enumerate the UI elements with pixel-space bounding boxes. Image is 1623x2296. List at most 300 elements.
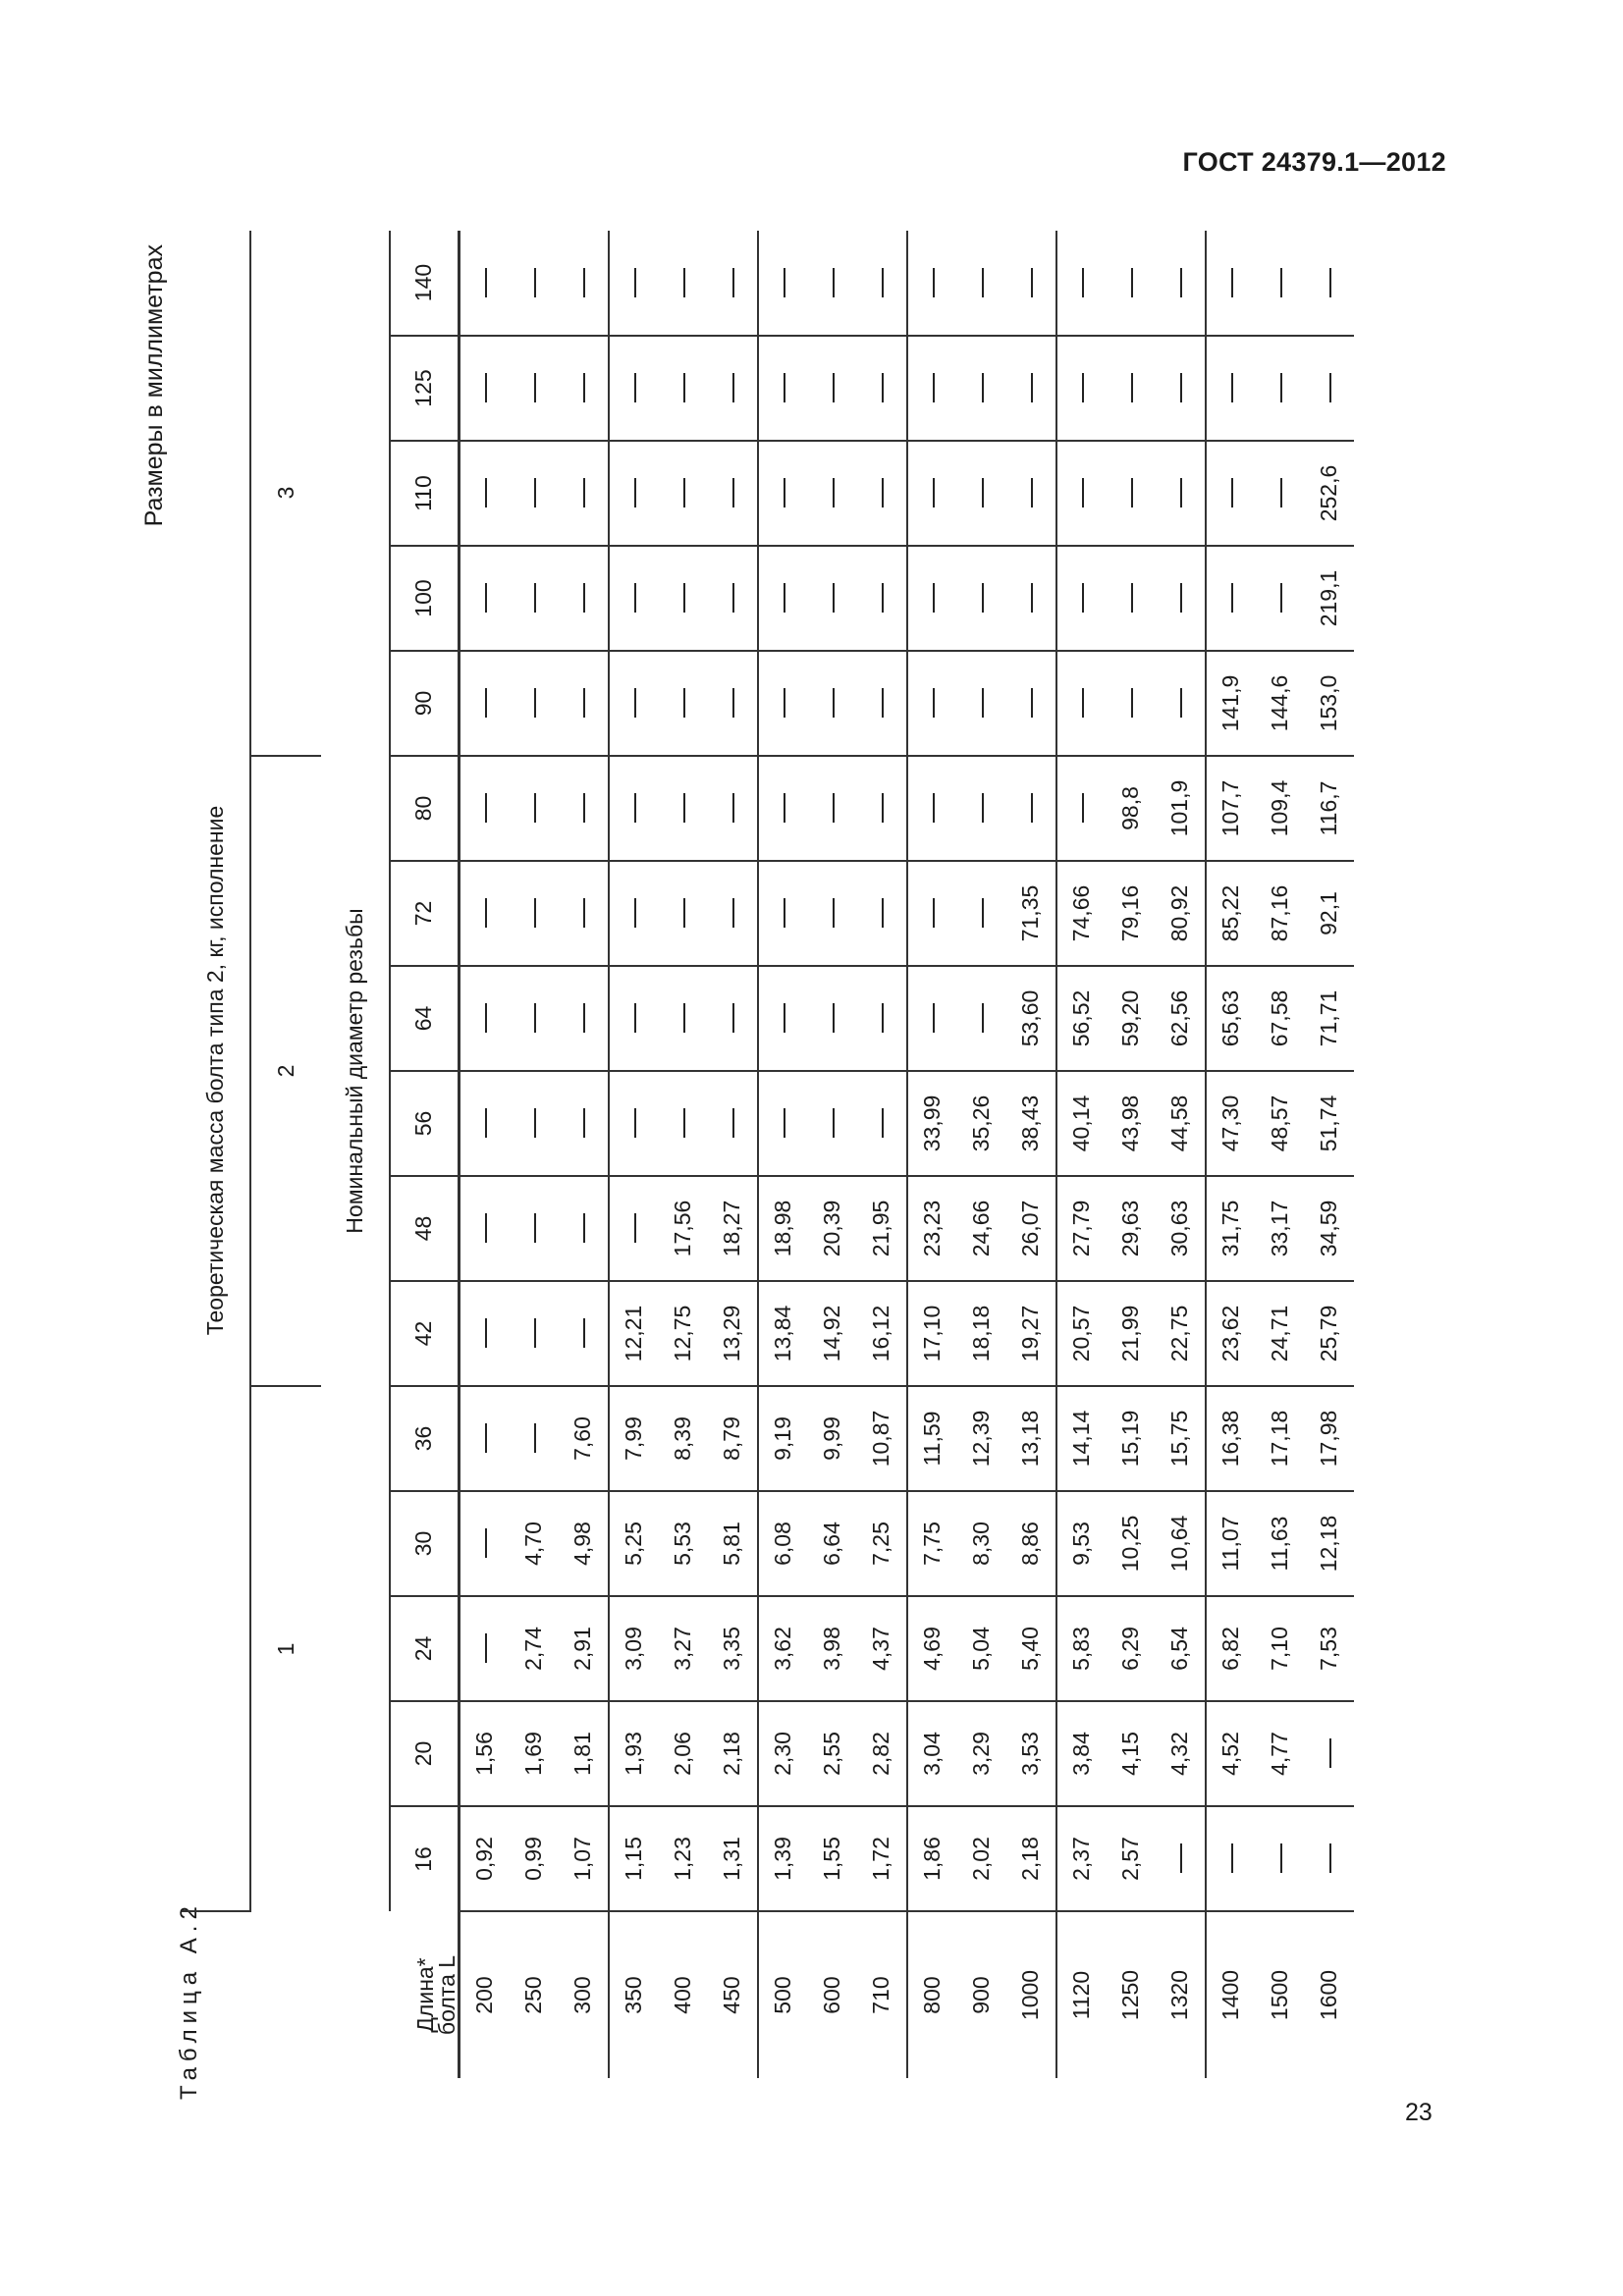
length-cell: 1600 — [1316, 1969, 1341, 2021]
bolt-mass-table — [182, 231, 1354, 2078]
table-row — [957, 231, 1006, 2078]
dash-mark — [1180, 584, 1182, 614]
dash-mark — [485, 899, 487, 929]
mass-cell — [459, 756, 510, 861]
mass-cell: 2,02 — [957, 1806, 1006, 1911]
mass-cell: 4,77 — [1256, 1701, 1305, 1806]
diameter-header: 125 — [390, 336, 459, 441]
mass-cell — [857, 231, 907, 336]
mass-cell: 12,75 — [659, 1281, 708, 1386]
mass-cell: 98,8 — [1107, 756, 1156, 861]
mass-cell: 4,69 — [907, 1596, 957, 1701]
mass-cell — [857, 756, 907, 861]
mass-cell — [510, 231, 559, 336]
mass-cell: 21,95 — [857, 1176, 907, 1281]
dash-mark — [583, 374, 585, 403]
mass-cell — [559, 336, 609, 441]
units-note: Размеры в миллиметрах — [140, 244, 168, 527]
mass-cell — [459, 1491, 510, 1596]
mass-cell: 3,27 — [659, 1596, 708, 1701]
mass-cell — [459, 546, 510, 651]
dash-mark — [1329, 1844, 1331, 1874]
mass-header: Теоретическая масса болта типа 2, кг, исполнение — [182, 231, 250, 1911]
mass-cell — [609, 546, 659, 651]
mass-cell — [907, 756, 957, 861]
dash-mark — [1280, 1844, 1282, 1874]
mass-cell: 31,75 — [1206, 1176, 1256, 1281]
dash-mark — [485, 794, 487, 824]
dash-mark — [1131, 374, 1133, 403]
mass-cell — [758, 1071, 808, 1176]
dash-mark — [732, 374, 734, 403]
dash-mark — [882, 899, 884, 929]
length-cell: 900 — [968, 1976, 994, 2014]
dash-mark — [534, 479, 536, 508]
mass-cell: 35,26 — [957, 1071, 1006, 1176]
mass-cell — [1206, 231, 1256, 336]
diameter-header: 72 — [390, 861, 459, 966]
dash-mark — [833, 899, 835, 929]
dash-mark — [1031, 794, 1033, 824]
mass-cell: 44,58 — [1156, 1071, 1206, 1176]
mass-cell: 1,56 — [459, 1701, 510, 1806]
dash-mark — [583, 689, 585, 719]
table-row — [1006, 231, 1056, 2078]
mass-cell: 4,15 — [1107, 1701, 1156, 1806]
mass-cell: 71,35 — [1006, 861, 1056, 966]
mass-cell — [609, 1071, 659, 1176]
mass-cell — [907, 546, 957, 651]
rotated-table-block — [140, 225, 1623, 2100]
mass-cell — [957, 966, 1006, 1071]
mass-cell: 40,14 — [1056, 1071, 1107, 1176]
mass-cell: 53,60 — [1006, 966, 1056, 1071]
mass-cell — [857, 966, 907, 1071]
dash-mark — [583, 1319, 585, 1349]
mass-cell: 4,37 — [857, 1596, 907, 1701]
mass-cell: 1,39 — [758, 1806, 808, 1911]
mass-cell: 18,18 — [957, 1281, 1006, 1386]
mass-cell: 33,17 — [1256, 1176, 1305, 1281]
mass-cell: 17,56 — [659, 1176, 708, 1281]
mass-cell — [957, 441, 1006, 546]
mass-cell — [907, 651, 957, 756]
dash-mark — [1280, 374, 1282, 403]
dash-mark — [485, 689, 487, 719]
mass-cell: 3,62 — [758, 1596, 808, 1701]
mass-cell: 5,25 — [609, 1491, 659, 1596]
mass-cell: 12,18 — [1305, 1491, 1354, 1596]
mass-cell — [459, 1071, 510, 1176]
dash-mark — [485, 1634, 487, 1664]
dash-mark — [784, 479, 785, 508]
mass-cell — [857, 546, 907, 651]
table-row — [857, 231, 907, 2078]
mass-cell: 2,06 — [659, 1701, 708, 1806]
table-row — [907, 231, 957, 2078]
dash-mark — [833, 794, 835, 824]
mass-cell — [459, 1596, 510, 1701]
mass-cell — [459, 1281, 510, 1386]
mass-cell: 3,29 — [957, 1701, 1006, 1806]
dash-mark — [982, 1004, 984, 1034]
mass-cell — [609, 336, 659, 441]
length-cell: 1120 — [1056, 1911, 1107, 2078]
length-cell: 800 — [907, 1911, 957, 2078]
mass-cell — [957, 231, 1006, 336]
mass-cell — [459, 861, 510, 966]
mass-cell: 14,14 — [1056, 1386, 1107, 1491]
mass-cell — [559, 756, 609, 861]
mass-cell — [659, 231, 708, 336]
mass-cell — [559, 546, 609, 651]
mass-cell — [857, 651, 907, 756]
diameter-header: 64 — [390, 966, 459, 1071]
mass-cell — [510, 441, 559, 546]
mass-cell: 6,82 — [1206, 1596, 1256, 1701]
dash-mark — [1031, 268, 1033, 297]
length-cell: 600 — [819, 1976, 844, 2014]
mass-cell — [758, 546, 808, 651]
diameter-row — [390, 231, 459, 2078]
dash-mark — [683, 479, 685, 508]
mass-cell — [907, 336, 957, 441]
mass-cell — [510, 756, 559, 861]
dash-mark — [634, 1109, 636, 1139]
mass-cell — [659, 651, 708, 756]
length-cell: 400 — [670, 1976, 695, 2014]
mass-cell — [808, 546, 857, 651]
table-caption: Таблица А.2 — [176, 1900, 202, 2100]
dash-mark — [634, 268, 636, 297]
dash-mark — [583, 1214, 585, 1244]
mass-cell — [1107, 546, 1156, 651]
mass-cell — [459, 441, 510, 546]
mass-cell — [1107, 651, 1156, 756]
mass-cell — [1256, 231, 1305, 336]
mass-cell: 2,82 — [857, 1701, 907, 1806]
dash-mark — [1329, 1739, 1331, 1769]
dash-mark — [1231, 584, 1233, 614]
length-cell: 500 — [758, 1911, 808, 2078]
diameter-header: 30 — [390, 1491, 459, 1596]
dash-mark — [933, 689, 935, 719]
dash-mark — [583, 899, 585, 929]
mass-cell: 15,19 — [1107, 1386, 1156, 1491]
dash-mark — [1082, 584, 1084, 614]
mass-cell — [1156, 441, 1206, 546]
dash-mark — [1082, 689, 1084, 719]
table-row — [559, 231, 609, 2078]
mass-cell: 1,86 — [907, 1806, 957, 1911]
length-label-line2: болта L — [433, 1954, 460, 2036]
mass-cell — [1256, 1806, 1305, 1911]
dash-mark — [634, 479, 636, 508]
mass-cell: 16,12 — [857, 1281, 907, 1386]
length-cell: 300 — [569, 1976, 595, 2014]
length-cell: 250 — [520, 1976, 546, 2014]
dash-mark — [583, 794, 585, 824]
dash-mark — [534, 584, 536, 614]
mass-cell — [559, 651, 609, 756]
table-row — [459, 231, 510, 2078]
dash-mark — [485, 479, 487, 508]
dash-mark — [683, 794, 685, 824]
mass-cell: 153,0 — [1305, 651, 1354, 756]
mass-cell — [1006, 546, 1056, 651]
dash-mark — [982, 584, 984, 614]
mass-cell — [510, 336, 559, 441]
mass-cell — [1056, 651, 1107, 756]
mass-cell: 59,20 — [1107, 966, 1156, 1071]
mass-cell: 12,21 — [609, 1281, 659, 1386]
mass-cell — [1206, 441, 1256, 546]
mass-cell — [907, 966, 957, 1071]
mass-cell — [1056, 231, 1107, 336]
dash-mark — [634, 794, 636, 824]
diameter-header: 36 — [390, 1386, 459, 1491]
mass-cell — [559, 1176, 609, 1281]
dash-mark — [534, 1004, 536, 1034]
dash-mark — [634, 584, 636, 614]
mass-cell: 67,58 — [1256, 966, 1305, 1071]
dash-mark — [982, 268, 984, 297]
dash-mark — [1280, 268, 1282, 297]
table-row — [1305, 231, 1354, 2078]
dash-mark — [933, 794, 935, 824]
mass-cell — [1305, 231, 1354, 336]
mass-cell: 2,57 — [1107, 1806, 1156, 1911]
mass-cell: 7,10 — [1256, 1596, 1305, 1701]
mass-cell: 47,30 — [1206, 1071, 1256, 1176]
mass-cell — [957, 861, 1006, 966]
mass-cell: 16,38 — [1206, 1386, 1256, 1491]
dash-mark — [982, 479, 984, 508]
mass-cell: 4,98 — [559, 1491, 609, 1596]
dash-mark — [583, 584, 585, 614]
mass-cell: 25,79 — [1305, 1281, 1354, 1386]
diameter-header: 90 — [390, 651, 459, 756]
mass-cell — [659, 861, 708, 966]
mass-cell — [459, 651, 510, 756]
mass-cell: 13,18 — [1006, 1386, 1056, 1491]
dash-mark — [485, 1319, 487, 1349]
mass-cell — [609, 651, 659, 756]
mass-cell: 1,81 — [559, 1701, 609, 1806]
dash-mark — [634, 689, 636, 719]
dash-mark — [634, 899, 636, 929]
mass-cell: 21,99 — [1107, 1281, 1156, 1386]
dash-mark — [485, 1004, 487, 1034]
mass-cell: 26,07 — [1006, 1176, 1056, 1281]
mass-cell: 1,07 — [559, 1806, 609, 1911]
mass-cell — [609, 1176, 659, 1281]
dash-mark — [833, 268, 835, 297]
mass-cell — [1006, 336, 1056, 441]
mass-cell — [957, 756, 1006, 861]
mass-cell — [510, 861, 559, 966]
dash-mark — [732, 1004, 734, 1034]
dash-mark — [1031, 584, 1033, 614]
dash-mark — [882, 479, 884, 508]
dash-mark — [534, 374, 536, 403]
dash-mark — [732, 689, 734, 719]
dash-mark — [485, 1109, 487, 1139]
mass-cell — [708, 336, 758, 441]
mass-cell: 12,39 — [957, 1386, 1006, 1491]
dash-mark — [583, 1004, 585, 1034]
mass-cell — [1006, 441, 1056, 546]
dash-mark — [732, 899, 734, 929]
mass-cell: 0,99 — [510, 1806, 559, 1911]
mass-cell: 30,63 — [1156, 1176, 1206, 1281]
mass-cell — [708, 861, 758, 966]
diameter-header: 100 — [390, 546, 459, 651]
mass-cell — [510, 651, 559, 756]
table-row — [1056, 231, 1107, 2078]
dash-mark — [833, 479, 835, 508]
mass-cell — [510, 1386, 559, 1491]
mass-cell: 8,79 — [708, 1386, 758, 1491]
mass-cell — [808, 651, 857, 756]
dash-mark — [882, 689, 884, 719]
dash-mark — [933, 479, 935, 508]
length-cell: 710 — [868, 1976, 893, 2014]
dash-mark — [732, 794, 734, 824]
mass-cell — [1156, 1806, 1206, 1911]
dash-mark — [534, 794, 536, 824]
mass-cell: 7,25 — [857, 1491, 907, 1596]
document-header: ГОСТ 24379.1—2012 — [1182, 147, 1446, 177]
mass-cell: 219,1 — [1305, 546, 1354, 651]
mass-cell — [758, 966, 808, 1071]
mass-cell — [758, 756, 808, 861]
length-cell: 1320 — [1166, 1969, 1192, 2021]
length-cell: 450 — [719, 1976, 744, 2014]
dash-mark — [784, 794, 785, 824]
mass-cell — [808, 441, 857, 546]
mass-cell: 92,1 — [1305, 861, 1354, 966]
mass-cell: 33,99 — [907, 1071, 957, 1176]
dash-mark — [982, 899, 984, 929]
dash-mark — [534, 1214, 536, 1244]
dash-mark — [634, 374, 636, 403]
mass-cell: 24,66 — [957, 1176, 1006, 1281]
dash-mark — [784, 268, 785, 297]
mass-cell: 23,23 — [907, 1176, 957, 1281]
mass-cell: 8,86 — [1006, 1491, 1056, 1596]
dash-mark — [882, 584, 884, 614]
table-row — [1156, 231, 1206, 2078]
mass-cell: 7,99 — [609, 1386, 659, 1491]
dash-mark — [833, 584, 835, 614]
dash-mark — [534, 899, 536, 929]
mass-cell — [459, 1386, 510, 1491]
mass-cell: 18,98 — [758, 1176, 808, 1281]
mass-cell: 2,55 — [808, 1701, 857, 1806]
mass-cell — [659, 546, 708, 651]
dash-mark — [485, 1529, 487, 1559]
dash-mark — [534, 1424, 536, 1454]
mass-cell — [459, 336, 510, 441]
length-cell: 1000 — [1017, 1969, 1043, 2021]
mass-cell — [957, 336, 1006, 441]
mass-cell — [708, 1071, 758, 1176]
dash-mark — [634, 1004, 636, 1034]
dash-mark — [933, 584, 935, 614]
mass-cell: 62,56 — [1156, 966, 1206, 1071]
mass-cell — [808, 1071, 857, 1176]
mass-cell: 5,53 — [659, 1491, 708, 1596]
mass-cell: 15,75 — [1156, 1386, 1206, 1491]
nominal-diameter-header: Номинальный диаметр резьбы — [321, 231, 390, 1911]
dash-mark — [485, 1214, 487, 1244]
mass-cell: 1,31 — [708, 1806, 758, 1911]
dash-mark — [1280, 479, 1282, 508]
mass-cell: 74,66 — [1056, 861, 1107, 966]
mass-cell: 38,43 — [1006, 1071, 1056, 1176]
mass-cell: 11,63 — [1256, 1491, 1305, 1596]
mass-cell — [808, 756, 857, 861]
mass-cell — [808, 966, 857, 1071]
table-row — [758, 231, 808, 2078]
mass-cell: 6,08 — [758, 1491, 808, 1596]
mass-cell: 0,92 — [459, 1806, 510, 1911]
dash-mark — [583, 1109, 585, 1139]
mass-cell: 18,27 — [708, 1176, 758, 1281]
mass-cell: 5,04 — [957, 1596, 1006, 1701]
mass-cell — [957, 546, 1006, 651]
mass-cell — [659, 756, 708, 861]
dash-mark — [1231, 1844, 1233, 1874]
table-body — [459, 231, 1354, 2078]
mass-cell — [559, 441, 609, 546]
version-3-header: 3 — [250, 231, 321, 756]
dash-mark — [1180, 1844, 1182, 1874]
length-cell: 350 — [609, 1911, 659, 2078]
mass-cell — [857, 1071, 907, 1176]
mass-cell — [708, 441, 758, 546]
mass-cell: 2,37 — [1056, 1806, 1107, 1911]
dash-mark — [1131, 689, 1133, 719]
mass-cell — [857, 861, 907, 966]
mass-cell — [708, 756, 758, 861]
mass-cell — [1006, 756, 1056, 861]
mass-cell: 107,7 — [1206, 756, 1256, 861]
mass-cell: 101,9 — [1156, 756, 1206, 861]
dash-mark — [683, 268, 685, 297]
mass-cell — [1206, 546, 1256, 651]
mass-cell — [758, 336, 808, 441]
dash-mark — [882, 1004, 884, 1034]
mass-cell: 17,18 — [1256, 1386, 1305, 1491]
mass-cell — [1156, 336, 1206, 441]
mass-cell: 19,27 — [1006, 1281, 1056, 1386]
mass-cell: 144,6 — [1256, 651, 1305, 756]
dash-mark — [1131, 584, 1133, 614]
mass-cell — [758, 441, 808, 546]
table-row — [708, 231, 758, 2078]
mass-cell — [1006, 651, 1056, 756]
mass-cell: 11,07 — [1206, 1491, 1256, 1596]
mass-cell — [459, 1176, 510, 1281]
mass-cell: 20,57 — [1056, 1281, 1107, 1386]
mass-cell — [758, 861, 808, 966]
mass-cell: 6,29 — [1107, 1596, 1156, 1701]
mass-cell — [857, 441, 907, 546]
mass-cell: 29,63 — [1107, 1176, 1156, 1281]
diameter-header: 20 — [390, 1701, 459, 1806]
